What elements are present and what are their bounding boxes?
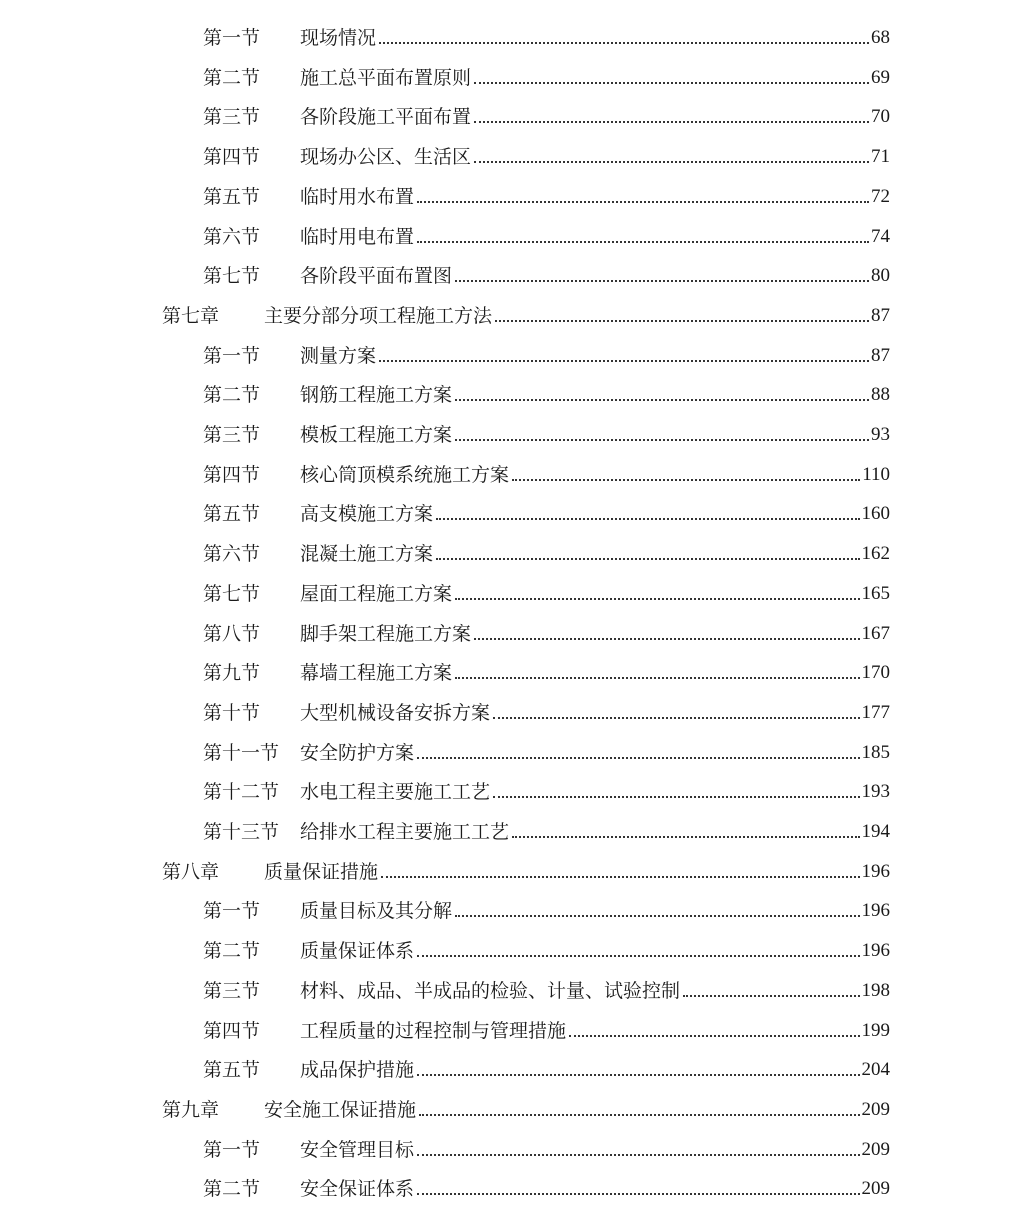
toc-section-entry[interactable] xyxy=(0,897,1012,925)
toc-dot-leader xyxy=(683,995,859,997)
toc-entry-page: 177 xyxy=(861,701,890,723)
toc-entry-title: 工程质量的过程控制与管理措施 xyxy=(300,1019,567,1042)
toc-entry-page: 209 xyxy=(861,1098,890,1120)
toc-entry-title: 现场情况 xyxy=(300,27,377,49)
toc-entry-number: 第七章 xyxy=(162,304,220,327)
toc-dot-leader xyxy=(417,1154,859,1156)
toc-section-entry[interactable] xyxy=(0,620,1012,648)
toc-entry-page: 74 xyxy=(871,225,890,247)
toc-entry-title: 核心筒顶模系统施工方案 xyxy=(300,463,510,486)
toc-entry-title: 屋面工程施工方案 xyxy=(300,582,453,605)
toc-entry-number: 第七节 xyxy=(203,265,261,288)
toc-section-entry[interactable] xyxy=(0,183,1012,211)
toc-dot-leader xyxy=(417,1074,859,1076)
toc-entry-number: 第六节 xyxy=(203,543,261,566)
toc-section-entry[interactable] xyxy=(0,381,1012,409)
toc-entry-number: 第三节 xyxy=(203,424,261,446)
toc-entry-title: 水电工程主要施工工艺 xyxy=(300,781,491,804)
toc-dot-leader xyxy=(455,598,859,600)
toc-entry-number: 第九章 xyxy=(162,1098,220,1121)
toc-entry-page: 196 xyxy=(861,900,890,922)
toc-entry-number: 第七节 xyxy=(203,582,261,605)
toc-entry-page: 198 xyxy=(861,979,890,1001)
toc-section-entry[interactable] xyxy=(0,739,1012,767)
toc-dot-leader xyxy=(474,161,869,163)
toc-entry-title: 施工总平面布置原则 xyxy=(300,66,472,89)
toc-entry-page: 170 xyxy=(861,662,890,684)
toc-entry-page: 162 xyxy=(861,543,890,565)
toc-entry-number: 第五节 xyxy=(203,503,261,526)
toc-entry-page: 199 xyxy=(861,1019,890,1041)
toc-entry-title: 安全防护方案 xyxy=(300,741,415,764)
toc-entry-title: 临时用电布置 xyxy=(300,225,415,248)
toc-dot-leader xyxy=(381,876,859,878)
toc-entry-title: 成品保护措施 xyxy=(300,1059,415,1082)
toc-entry-page: 196 xyxy=(861,860,890,882)
toc-dot-leader xyxy=(455,439,869,441)
toc-dot-leader xyxy=(455,915,859,917)
toc-entry-page: 88 xyxy=(871,384,890,406)
toc-section-entry[interactable] xyxy=(0,342,1012,370)
toc-entry-number: 第四节 xyxy=(203,1019,261,1042)
toc-entry-title: 大型机械设备安拆方案 xyxy=(300,701,491,724)
toc-entry-title: 各阶段平面布置图 xyxy=(300,265,453,288)
toc-entry-page: 80 xyxy=(871,265,890,287)
toc-chapter-entry[interactable] xyxy=(0,858,1012,886)
toc-chapter-entry[interactable] xyxy=(0,1096,1012,1124)
toc-dot-leader xyxy=(474,82,869,84)
toc-section-entry[interactable] xyxy=(0,1136,1012,1164)
toc-entry-number: 第九节 xyxy=(203,662,261,685)
toc-entry-page: 193 xyxy=(861,781,890,803)
toc-dot-leader xyxy=(512,479,860,481)
toc-entry-number: 第一节 xyxy=(203,344,261,367)
toc-entry-number: 第四节 xyxy=(203,146,261,169)
toc-section-entry[interactable] xyxy=(0,977,1012,1005)
toc-entry-title: 给排水工程主要施工工艺 xyxy=(300,821,510,843)
toc-entry-page: 196 xyxy=(861,940,890,962)
toc-dot-leader xyxy=(474,638,859,640)
toc-entry-number: 第十三节 xyxy=(203,821,280,843)
toc-entry-title: 模板工程施工方案 xyxy=(300,424,453,446)
toc-entry-number: 第八章 xyxy=(162,860,220,883)
toc-dot-leader xyxy=(379,42,869,44)
toc-section-entry[interactable] xyxy=(0,500,1012,528)
toc-section-entry[interactable] xyxy=(0,421,1012,449)
toc-entry-title: 脚手架工程施工方案 xyxy=(300,622,472,645)
toc-entry-number: 第五节 xyxy=(203,1059,261,1082)
toc-entry-number: 第一节 xyxy=(203,900,261,923)
toc-section-entry[interactable] xyxy=(0,699,1012,727)
toc-entry-number: 第二节 xyxy=(203,1178,261,1201)
toc-entry-title: 混凝土施工方案 xyxy=(300,543,434,566)
toc-section-entry[interactable] xyxy=(0,103,1012,131)
toc-entry-number: 第二节 xyxy=(203,384,261,407)
toc-entry-page: 93 xyxy=(871,424,890,445)
toc-chapter-entry[interactable] xyxy=(0,302,1012,330)
toc-entry-page: 70 xyxy=(871,106,890,128)
toc-entry-title: 高支模施工方案 xyxy=(300,503,434,526)
toc-dot-leader xyxy=(417,201,869,203)
toc-entry-title: 安全保证体系 xyxy=(300,1178,415,1201)
toc-entry-title: 质量目标及其分解 xyxy=(300,900,453,923)
toc-section-entry[interactable] xyxy=(0,262,1012,290)
toc-entry-number: 第一节 xyxy=(203,1138,261,1161)
toc-entry-page: 68 xyxy=(871,27,890,48)
toc-section-entry[interactable] xyxy=(0,540,1012,568)
toc-section-entry[interactable] xyxy=(0,143,1012,171)
toc-entry-title: 质量保证体系 xyxy=(300,940,415,963)
toc-entry-number: 第十一节 xyxy=(203,741,280,764)
toc-section-entry[interactable] xyxy=(0,1017,1012,1045)
toc-entry-number: 第二节 xyxy=(203,66,261,89)
toc-dot-leader xyxy=(569,1035,859,1037)
toc-section-entry[interactable] xyxy=(0,659,1012,687)
toc-section-entry[interactable] xyxy=(0,461,1012,489)
toc-entry-title: 质量保证措施 xyxy=(264,860,379,883)
toc-dot-leader xyxy=(379,360,869,362)
toc-entry-page: 185 xyxy=(861,741,890,763)
toc-dot-leader xyxy=(436,558,859,560)
toc-dot-leader xyxy=(417,757,859,759)
toc-section-entry[interactable] xyxy=(0,580,1012,608)
toc-entry-title: 主要分部分项工程施工方法 xyxy=(264,304,493,327)
toc-entry-page: 194 xyxy=(861,821,890,842)
toc-section-entry[interactable] xyxy=(0,818,1012,846)
toc-dot-leader xyxy=(419,1114,859,1116)
toc-entry-number: 第五节 xyxy=(203,185,261,208)
toc-section-entry[interactable] xyxy=(0,1175,1012,1203)
toc-dot-leader xyxy=(417,1193,859,1195)
toc-entry-page: 209 xyxy=(861,1178,890,1200)
toc-section-entry[interactable] xyxy=(0,1056,1012,1084)
toc-entry-page: 69 xyxy=(871,66,890,88)
toc-dot-leader xyxy=(455,280,869,282)
toc-entry-number: 第六节 xyxy=(203,225,261,248)
toc-entry-page: 165 xyxy=(861,582,890,604)
toc-entry-page: 72 xyxy=(871,185,890,207)
toc-entry-number: 第三节 xyxy=(203,106,261,129)
toc-section-entry[interactable] xyxy=(0,778,1012,806)
toc-section-entry[interactable] xyxy=(0,223,1012,251)
toc-entry-title: 钢筋工程施工方案 xyxy=(300,384,453,407)
toc-entry-number: 第二节 xyxy=(203,940,261,963)
toc-entry-title: 材料、成品、半成品的检验、计量、试验控制 xyxy=(300,979,681,1002)
toc-dot-leader xyxy=(455,677,859,679)
toc-entry-number: 第四节 xyxy=(203,463,261,486)
toc-dot-leader xyxy=(493,717,859,719)
toc-entry-page: 160 xyxy=(861,503,890,525)
toc-entry-page: 71 xyxy=(871,146,890,168)
toc-entry-page: 110 xyxy=(862,463,890,485)
toc-entry-number: 第一节 xyxy=(203,27,261,49)
toc-entry-title: 幕墙工程施工方案 xyxy=(300,662,453,685)
toc-entry-title: 临时用水布置 xyxy=(300,185,415,208)
toc-entry-title: 安全管理目标 xyxy=(300,1138,415,1161)
toc-section-entry[interactable] xyxy=(0,24,1012,52)
toc-entry-page: 167 xyxy=(861,622,890,644)
toc-entry-title: 现场办公区、生活区 xyxy=(300,146,472,169)
toc-dot-leader xyxy=(495,320,869,322)
toc-dot-leader xyxy=(493,796,859,798)
toc-entry-number: 第十二节 xyxy=(203,781,280,804)
toc-dot-leader xyxy=(474,121,869,123)
toc-entry-title: 测量方案 xyxy=(300,344,377,367)
toc-entry-title: 各阶段施工平面布置 xyxy=(300,106,472,129)
toc-dot-leader xyxy=(436,518,859,520)
toc-dot-leader xyxy=(455,399,869,401)
toc-entry-page: 87 xyxy=(871,304,890,326)
toc-entry-number: 第三节 xyxy=(203,979,261,1002)
toc-section-entry[interactable] xyxy=(0,937,1012,965)
toc-dot-leader xyxy=(417,241,869,243)
toc-section-entry[interactable] xyxy=(0,64,1012,92)
toc-entry-page: 87 xyxy=(871,344,890,366)
toc-entry-page: 204 xyxy=(861,1059,890,1081)
toc-entry-page: 209 xyxy=(861,1138,890,1160)
toc-dot-leader xyxy=(512,836,859,838)
toc-dot-leader xyxy=(417,955,859,957)
toc-entry-number: 第十节 xyxy=(203,701,261,724)
toc-entry-title: 安全施工保证措施 xyxy=(264,1098,417,1121)
toc-entry-number: 第八节 xyxy=(203,622,261,645)
